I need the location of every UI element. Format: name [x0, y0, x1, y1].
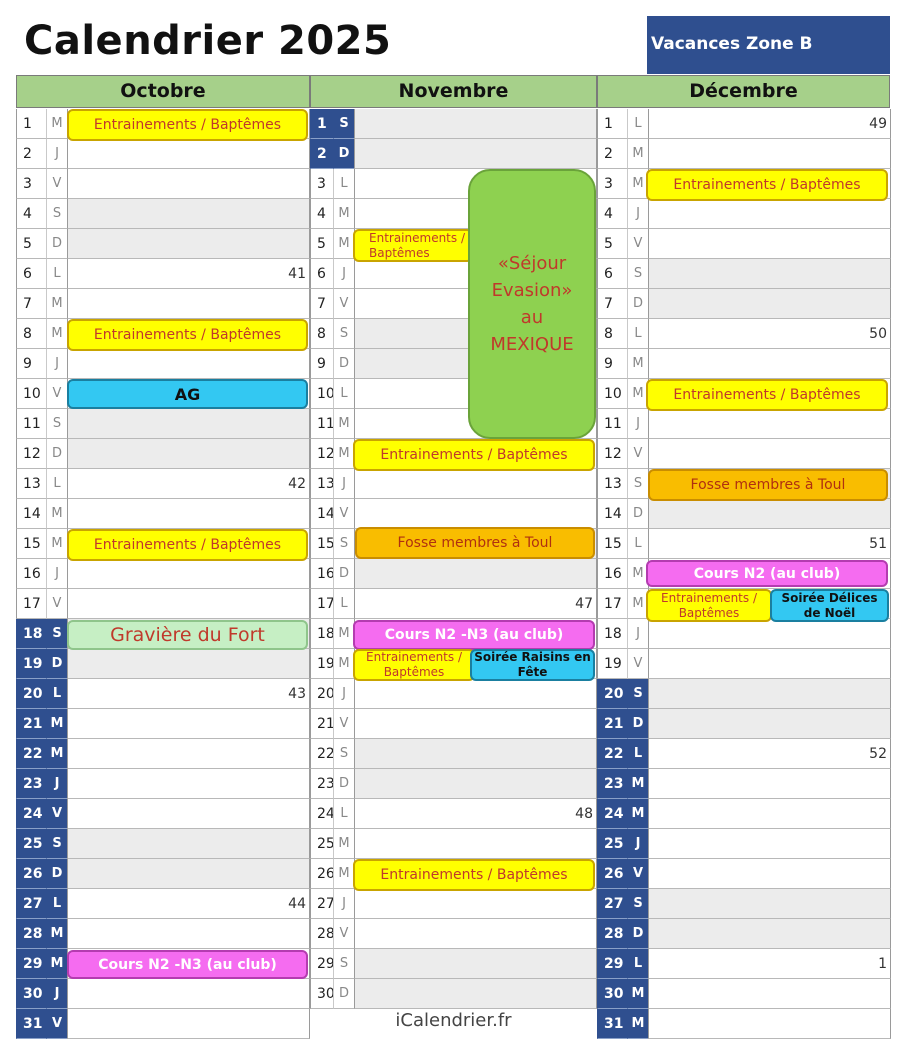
day-number: 23 [310, 769, 333, 799]
day-cell[interactable] [648, 919, 891, 949]
day-letter: M [46, 289, 67, 319]
day-letter: D [333, 979, 354, 1009]
day-cell[interactable] [67, 439, 310, 469]
event-training[interactable]: Entrainements / Baptêmes [67, 109, 308, 141]
day-number: 12 [16, 439, 46, 469]
day-letter: M [627, 799, 648, 829]
day-cell[interactable] [648, 529, 891, 559]
day-letter: S [333, 319, 354, 349]
day-letter: V [627, 859, 648, 889]
day-number: 19 [16, 649, 46, 679]
day-letter: L [627, 529, 648, 559]
day-number: 17 [597, 589, 627, 619]
day-letter: S [46, 199, 67, 229]
day-number: 30 [597, 979, 627, 1009]
day-number: 5 [16, 229, 46, 259]
day-number: 29 [597, 949, 627, 979]
day-cell[interactable] [354, 139, 597, 169]
day-number: 15 [16, 529, 46, 559]
day-number: 22 [310, 739, 333, 769]
day-number: 28 [16, 919, 46, 949]
day-letter: M [627, 769, 648, 799]
day-number: 26 [310, 859, 333, 889]
day-letter: L [46, 679, 67, 709]
day-letter: D [333, 349, 354, 379]
event-graviere-du-fort[interactable]: Gravière du Fort [67, 620, 308, 650]
day-letter: D [627, 919, 648, 949]
day-number: 7 [16, 289, 46, 319]
week-number: 50 [869, 326, 887, 342]
day-letter: L [46, 469, 67, 499]
month-header-decembre: Décembre [597, 75, 890, 108]
event-training[interactable]: Entrainements / Baptêmes [67, 319, 308, 351]
week-number: 42 [288, 476, 306, 492]
day-letter: D [333, 559, 354, 589]
day-cell[interactable] [648, 439, 891, 469]
day-letter: S [333, 529, 354, 559]
week-number: 48 [575, 806, 593, 822]
day-number: 20 [16, 679, 46, 709]
day-number: 27 [597, 889, 627, 919]
day-cell[interactable] [648, 979, 891, 1009]
day-cell[interactable] [648, 949, 891, 979]
day-number: 16 [16, 559, 46, 589]
day-number: 9 [310, 349, 333, 379]
day-cell[interactable] [67, 679, 310, 709]
day-cell[interactable] [67, 739, 310, 769]
month-header-octobre: Octobre [16, 75, 310, 108]
day-letter: M [627, 139, 648, 169]
day-letter: V [46, 1009, 67, 1039]
day-cell[interactable] [648, 409, 891, 439]
day-cell[interactable] [648, 1009, 891, 1039]
event-training[interactable]: Entrainements / Baptêmes [646, 589, 772, 622]
day-number: 10 [597, 379, 627, 409]
day-number: 8 [597, 319, 627, 349]
day-number: 4 [16, 199, 46, 229]
day-letter: D [46, 859, 67, 889]
day-letter: L [627, 109, 648, 139]
day-number: 11 [597, 409, 627, 439]
day-number: 28 [310, 919, 333, 949]
day-number: 2 [16, 139, 46, 169]
day-number: 15 [597, 529, 627, 559]
day-number: 30 [310, 979, 333, 1009]
day-cell[interactable] [67, 469, 310, 499]
day-letter: S [46, 619, 67, 649]
day-number: 11 [310, 409, 333, 439]
day-cell[interactable] [67, 709, 310, 739]
day-cell[interactable] [67, 829, 310, 859]
page-title: Calendrier 2025 [24, 18, 392, 64]
day-letter: J [46, 349, 67, 379]
event-training[interactable]: Entrainements / Baptêmes [646, 169, 888, 201]
event-fosse-toul[interactable]: Fosse membres à Toul [355, 527, 595, 559]
day-number: 28 [597, 919, 627, 949]
event-fosse-toul[interactable]: Fosse membres à Toul [648, 469, 888, 501]
day-letter: D [333, 139, 354, 169]
holiday-legend: Vacances Zone B [647, 16, 890, 74]
day-letter: D [627, 499, 648, 529]
event-soiree-noel[interactable]: Soirée Délices de Noël [770, 589, 889, 622]
day-letter: L [333, 799, 354, 829]
event-training[interactable]: Entrainements / Baptêmes [646, 379, 888, 411]
day-cell[interactable] [67, 859, 310, 889]
day-cell[interactable] [354, 469, 597, 499]
day-number: 25 [16, 829, 46, 859]
day-number: 22 [16, 739, 46, 769]
day-cell[interactable] [67, 649, 310, 679]
day-number: 12 [310, 439, 333, 469]
day-number: 19 [597, 649, 627, 679]
day-letter: V [333, 499, 354, 529]
day-number: 27 [310, 889, 333, 919]
day-letter: V [46, 379, 67, 409]
day-cell[interactable] [648, 319, 891, 349]
day-letter: J [627, 829, 648, 859]
day-number: 6 [597, 259, 627, 289]
day-cell[interactable] [67, 919, 310, 949]
event-training[interactable]: Entrainements / Baptêmes [353, 439, 595, 471]
day-cell[interactable] [354, 949, 597, 979]
day-number: 14 [597, 499, 627, 529]
day-number: 2 [310, 139, 333, 169]
day-cell[interactable] [67, 199, 310, 229]
day-cell[interactable] [648, 109, 891, 139]
day-number: 18 [310, 619, 333, 649]
day-number: 26 [597, 859, 627, 889]
day-number: 17 [16, 589, 46, 619]
day-letter: M [333, 229, 354, 259]
day-number: 24 [310, 799, 333, 829]
day-number: 13 [310, 469, 333, 499]
day-number: 1 [310, 109, 333, 139]
day-letter: M [627, 1009, 648, 1039]
day-letter: J [46, 559, 67, 589]
day-number: 25 [597, 829, 627, 859]
day-letter: L [333, 589, 354, 619]
day-letter: V [333, 289, 354, 319]
day-letter: M [333, 439, 354, 469]
day-cell[interactable] [648, 499, 891, 529]
day-letter: L [333, 379, 354, 409]
day-cell[interactable] [67, 259, 310, 289]
day-number: 18 [597, 619, 627, 649]
day-letter: M [46, 499, 67, 529]
day-letter: S [46, 829, 67, 859]
day-number: 21 [597, 709, 627, 739]
day-number: 7 [310, 289, 333, 319]
day-letter: S [333, 109, 354, 139]
week-number: 47 [575, 596, 593, 612]
day-letter: M [627, 169, 648, 199]
day-cell[interactable] [67, 769, 310, 799]
day-cell[interactable] [67, 1009, 310, 1039]
day-letter: J [46, 979, 67, 1009]
day-letter: D [627, 709, 648, 739]
day-cell[interactable] [354, 589, 597, 619]
day-cell[interactable] [354, 769, 597, 799]
day-letter: M [627, 559, 648, 589]
day-cell[interactable] [354, 499, 597, 529]
day-cell[interactable] [648, 229, 891, 259]
day-letter: M [46, 109, 67, 139]
day-number: 20 [310, 679, 333, 709]
day-letter: V [333, 919, 354, 949]
day-number: 24 [16, 799, 46, 829]
day-number: 8 [16, 319, 46, 349]
day-cell[interactable] [354, 889, 597, 919]
day-letter: S [627, 679, 648, 709]
day-letter: M [333, 619, 354, 649]
day-letter: J [46, 769, 67, 799]
day-letter: V [627, 649, 648, 679]
day-cell[interactable] [67, 979, 310, 1009]
day-letter: L [333, 169, 354, 199]
day-number: 18 [16, 619, 46, 649]
day-cell[interactable] [354, 709, 597, 739]
day-number: 26 [16, 859, 46, 889]
day-letter: J [333, 889, 354, 919]
day-number: 6 [310, 259, 333, 289]
day-letter: D [46, 439, 67, 469]
day-letter: S [333, 949, 354, 979]
event-training[interactable]: Entrainements / Baptêmes [67, 529, 308, 561]
day-letter: M [333, 199, 354, 229]
week-number: 1 [878, 956, 887, 972]
day-number: 4 [310, 199, 333, 229]
day-letter: D [46, 649, 67, 679]
day-number: 29 [16, 949, 46, 979]
day-letter: V [46, 169, 67, 199]
day-number: 21 [16, 709, 46, 739]
day-letter: S [627, 469, 648, 499]
day-cell[interactable] [67, 799, 310, 829]
day-letter: V [46, 589, 67, 619]
day-letter: M [46, 949, 67, 979]
day-number: 10 [16, 379, 46, 409]
day-cell[interactable] [354, 829, 597, 859]
day-number: 27 [16, 889, 46, 919]
week-number: 51 [869, 536, 887, 552]
day-number: 10 [310, 379, 333, 409]
day-letter: S [627, 889, 648, 919]
day-cell[interactable] [67, 889, 310, 919]
day-number: 16 [310, 559, 333, 589]
day-number: 2 [597, 139, 627, 169]
day-number: 5 [597, 229, 627, 259]
day-letter: V [627, 229, 648, 259]
day-letter: J [333, 469, 354, 499]
day-number: 13 [16, 469, 46, 499]
day-cell[interactable] [67, 349, 310, 379]
week-number: 52 [869, 746, 887, 762]
day-cell[interactable] [67, 139, 310, 169]
day-letter: M [46, 709, 67, 739]
day-number: 15 [310, 529, 333, 559]
month-header-novembre: Novembre [310, 75, 597, 108]
day-number: 12 [597, 439, 627, 469]
day-number: 3 [310, 169, 333, 199]
day-letter: M [46, 529, 67, 559]
day-number: 16 [597, 559, 627, 589]
day-cell[interactable] [67, 499, 310, 529]
footer-credit: iCalendrier.fr [395, 1010, 512, 1031]
day-number: 9 [597, 349, 627, 379]
day-cell[interactable] [648, 139, 891, 169]
day-number: 23 [597, 769, 627, 799]
week-number: 49 [869, 116, 887, 132]
day-letter: J [627, 409, 648, 439]
day-cell[interactable] [648, 679, 891, 709]
day-number: 9 [16, 349, 46, 379]
day-number: 21 [310, 709, 333, 739]
day-number: 3 [16, 169, 46, 199]
day-letter: J [627, 619, 648, 649]
day-cell[interactable] [354, 919, 597, 949]
day-number: 22 [597, 739, 627, 769]
day-cell[interactable] [648, 799, 891, 829]
day-letter: J [333, 679, 354, 709]
day-letter: L [627, 739, 648, 769]
day-letter: M [627, 379, 648, 409]
day-number: 24 [597, 799, 627, 829]
day-number: 11 [16, 409, 46, 439]
day-letter: D [333, 769, 354, 799]
week-number: 44 [288, 896, 306, 912]
day-letter: V [46, 799, 67, 829]
day-number: 1 [597, 109, 627, 139]
day-letter: M [333, 649, 354, 679]
day-letter: M [333, 829, 354, 859]
event-course[interactable]: Cours N2 -N3 (au club) [67, 950, 308, 979]
week-number: 41 [288, 266, 306, 282]
day-cell[interactable] [354, 559, 597, 589]
event-sejour-mexique[interactable]: «Séjour Evasion» au MEXIQUE [468, 169, 596, 439]
event-training[interactable]: Entrainements / Baptêmes [353, 649, 475, 681]
day-number: 17 [310, 589, 333, 619]
day-cell[interactable] [648, 889, 891, 919]
day-cell[interactable] [67, 589, 310, 619]
day-number: 20 [597, 679, 627, 709]
event-training[interactable]: Entrainements / Baptêmes [353, 229, 473, 262]
day-letter: S [627, 259, 648, 289]
day-letter: J [333, 259, 354, 289]
day-letter: M [46, 919, 67, 949]
event-training[interactable]: Entrainements / Baptêmes [353, 859, 595, 891]
day-cell[interactable] [67, 229, 310, 259]
day-cell[interactable] [67, 409, 310, 439]
day-number: 1 [16, 109, 46, 139]
day-letter: S [333, 739, 354, 769]
day-letter: L [627, 949, 648, 979]
day-number: 31 [597, 1009, 627, 1039]
day-cell[interactable] [354, 739, 597, 769]
day-number: 30 [16, 979, 46, 1009]
day-number: 25 [310, 829, 333, 859]
day-letter: M [627, 349, 648, 379]
day-number: 4 [597, 199, 627, 229]
day-cell[interactable] [648, 859, 891, 889]
day-number: 5 [310, 229, 333, 259]
day-letter: M [627, 979, 648, 1009]
day-letter: L [627, 319, 648, 349]
day-cell[interactable] [67, 289, 310, 319]
day-cell[interactable] [648, 649, 891, 679]
day-cell[interactable] [648, 199, 891, 229]
day-cell[interactable] [648, 739, 891, 769]
day-letter: D [627, 289, 648, 319]
day-cell[interactable] [648, 349, 891, 379]
day-letter: M [46, 319, 67, 349]
day-cell[interactable] [354, 679, 597, 709]
day-letter: J [627, 199, 648, 229]
day-letter: M [46, 739, 67, 769]
day-cell[interactable] [354, 799, 597, 829]
day-letter: J [46, 139, 67, 169]
day-number: 14 [310, 499, 333, 529]
event-course[interactable]: Cours N2 (au club) [646, 560, 888, 587]
day-cell[interactable] [648, 829, 891, 859]
day-letter: D [46, 229, 67, 259]
day-number: 13 [597, 469, 627, 499]
day-number: 8 [310, 319, 333, 349]
event-soiree-raisins[interactable]: Soirée Raisins en Fête [470, 649, 595, 681]
day-number: 7 [597, 289, 627, 319]
day-cell[interactable] [354, 979, 597, 1009]
day-letter: M [627, 589, 648, 619]
day-letter: L [46, 889, 67, 919]
day-number: 23 [16, 769, 46, 799]
day-number: 29 [310, 949, 333, 979]
day-letter: V [627, 439, 648, 469]
day-cell[interactable] [648, 709, 891, 739]
day-cell[interactable] [354, 109, 597, 139]
day-number: 31 [16, 1009, 46, 1039]
day-number: 6 [16, 259, 46, 289]
day-letter: M [333, 409, 354, 439]
week-number: 43 [288, 686, 306, 702]
day-letter: L [46, 259, 67, 289]
day-cell[interactable] [67, 169, 310, 199]
day-cell[interactable] [67, 559, 310, 589]
day-number: 3 [597, 169, 627, 199]
day-number: 14 [16, 499, 46, 529]
day-number: 19 [310, 649, 333, 679]
day-cell[interactable] [648, 259, 891, 289]
day-cell[interactable] [648, 619, 891, 649]
event-course[interactable]: Cours N2 -N3 (au club) [353, 620, 595, 650]
day-letter: S [46, 409, 67, 439]
day-letter: V [333, 709, 354, 739]
event-general-assembly[interactable]: AG [67, 379, 308, 409]
day-letter: M [333, 859, 354, 889]
day-cell[interactable] [648, 769, 891, 799]
day-cell[interactable] [648, 289, 891, 319]
